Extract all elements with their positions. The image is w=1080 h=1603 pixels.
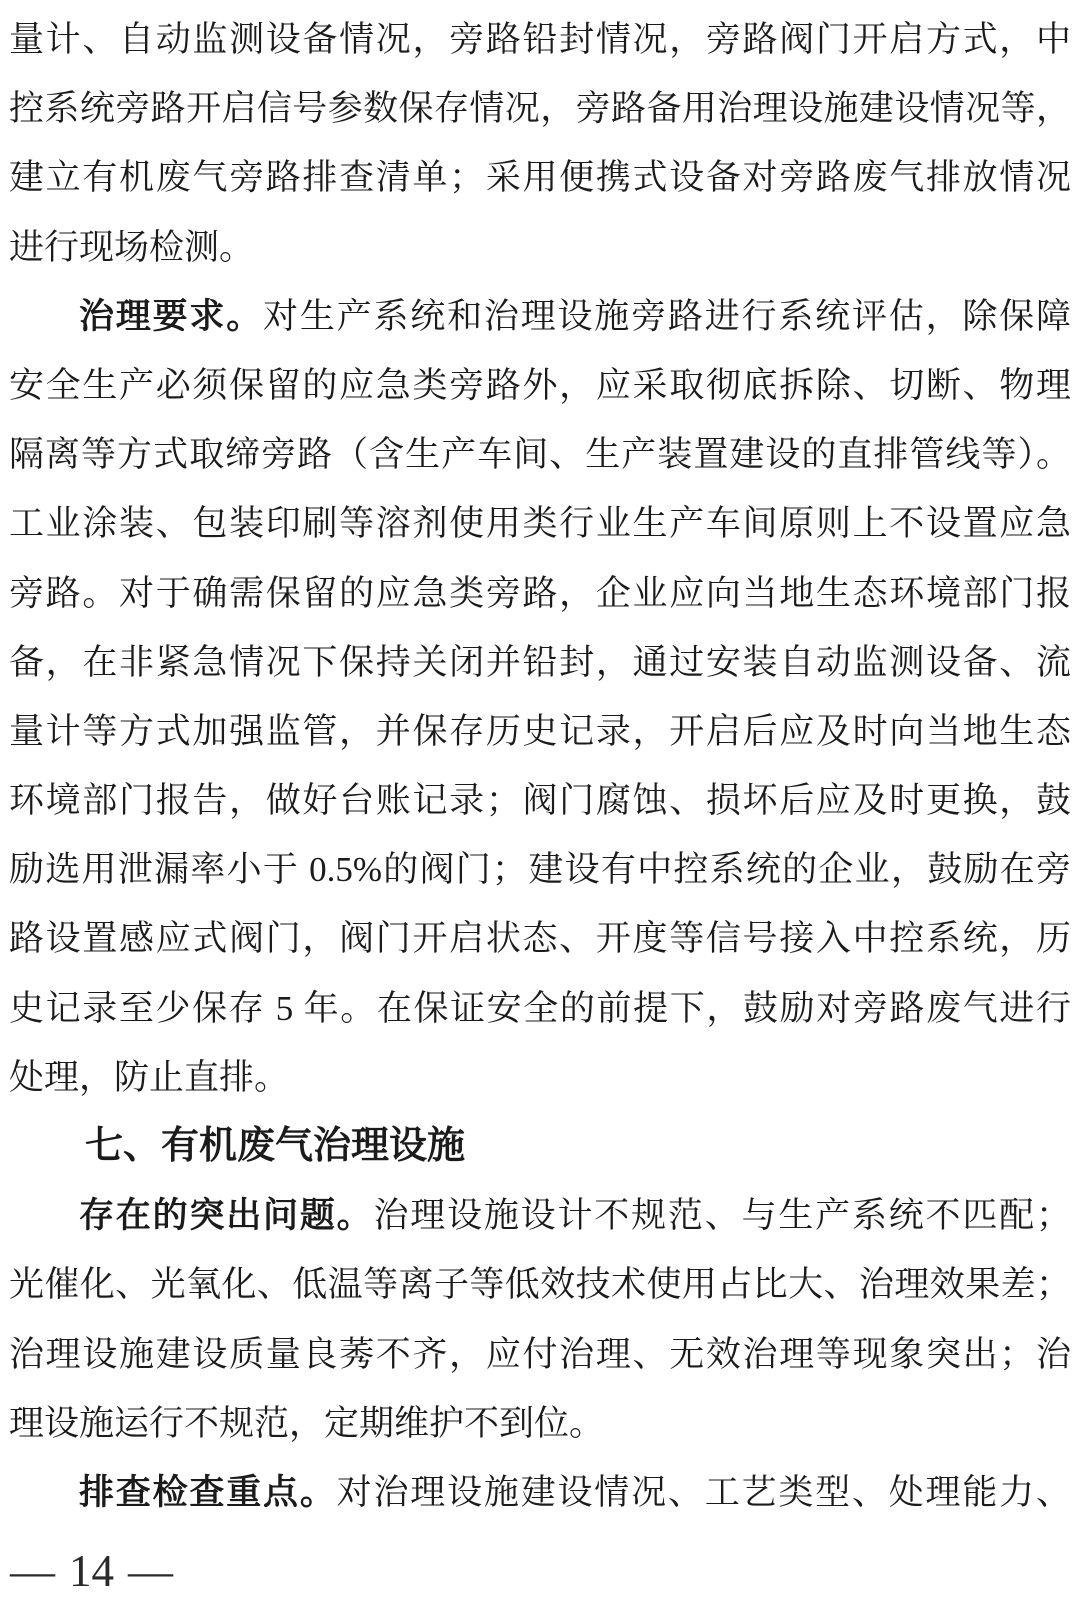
text-line: [9, 766, 1071, 835]
text-run: 量计、自动监测设备情况，旁路铅封情况，旁路阀门开启方式，中: [9, 20, 1071, 59]
footer-right-dash: —: [128, 1546, 173, 1596]
bold-run: 排查检查重点。: [79, 1472, 337, 1512]
text-line: [9, 74, 1071, 143]
text-run: 治理设施设计不规范、与生产系统不匹配；: [373, 1196, 1071, 1236]
text-run: 光催化、光氧化、低温等离子等低效技术使用占比大、治理效果差；: [9, 1265, 1071, 1305]
text-run: 旁路。对于确需保留的应急类旁路，企业应向当地生态环境部门报: [9, 573, 1071, 613]
text-run: 工业涂装、包装印刷等溶剂使用类行业生产车间原则上不设置应急: [9, 504, 1071, 544]
page-body: [9, 5, 1071, 1527]
text-line: [9, 1458, 1071, 1527]
section-heading: [9, 1112, 1071, 1181]
text-run: 隔离等方式取缔旁路（含生产车间、生产装置建设的直排管线等）。: [9, 435, 1071, 475]
text-line: [9, 351, 1071, 420]
text-line: [9, 1043, 1071, 1112]
text-line: [9, 489, 1071, 558]
text-line: [9, 904, 1071, 973]
text-run: 处理，防止直排。: [9, 1057, 290, 1097]
text-run: 史记录至少保存 5 年。在保证安全的前提下，鼓励对旁路废气进行: [9, 988, 1071, 1028]
bold-run: 治理要求。: [79, 296, 264, 336]
text-line: [9, 420, 1071, 489]
text-run: 控系统旁路开启信号参数保存情况，旁路备用治理设施建设情况等，: [9, 89, 1071, 129]
text-line: [9, 697, 1071, 766]
text-run: 治理设施建设质量良莠不齐，应付治理、无效治理等现象突出；治: [9, 1334, 1071, 1374]
bold-run: 存在的突出问题。: [79, 1196, 374, 1236]
text-line: [9, 1250, 1071, 1319]
text-run: 路设置感应式阀门，阀门开启状态、开度等信号接入中控系统，历: [9, 919, 1071, 959]
text-line: [9, 1320, 1071, 1389]
footer-left-dash: —: [10, 1546, 55, 1596]
text-run: 备，在非紧急情况下保持关闭并铅封，通过安装自动监测设备、流: [9, 642, 1071, 682]
text-run: 对生产系统和治理设施旁路进行系统评估，除保障: [263, 296, 1071, 336]
text-line: [9, 282, 1071, 351]
text-run: 对治理设施建设情况、工艺类型、处理能力、: [336, 1472, 1071, 1512]
page-number: 14: [69, 1546, 114, 1596]
text-line: [9, 143, 1071, 212]
text-line: [9, 1389, 1071, 1458]
bold-run: 七、有机废气治理设施: [85, 1125, 466, 1167]
text-line: [9, 974, 1071, 1043]
text-line: [9, 835, 1071, 904]
text-line: [9, 213, 1071, 282]
text-line: [9, 1181, 1071, 1250]
text-run: 进行现场检测。: [9, 227, 255, 267]
text-line: [9, 559, 1071, 628]
text-run: 安全生产必须保留的应急类旁路外，应采取彻底拆除、切断、物理: [9, 365, 1071, 405]
text-line: [9, 5, 1071, 74]
text-run: 励选用泄漏率小于 0.5%的阀门；建设有中控系统的企业，鼓励在旁: [9, 850, 1071, 890]
text-line: [9, 628, 1071, 697]
text-run: 理设施运行不规范，定期维护不到位。: [9, 1403, 605, 1443]
text-run: 量计等方式加强监管，并保存历史记录，开启后应及时向当地生态: [9, 711, 1071, 751]
text-run: 环境部门报告，做好台账记录；阀门腐蚀、损坏后应及时更换，鼓: [9, 781, 1071, 821]
text-run: 建立有机废气旁路排查清单；采用便携式设备对旁路废气排放情况: [9, 158, 1071, 198]
page-footer: [10, 1545, 173, 1597]
